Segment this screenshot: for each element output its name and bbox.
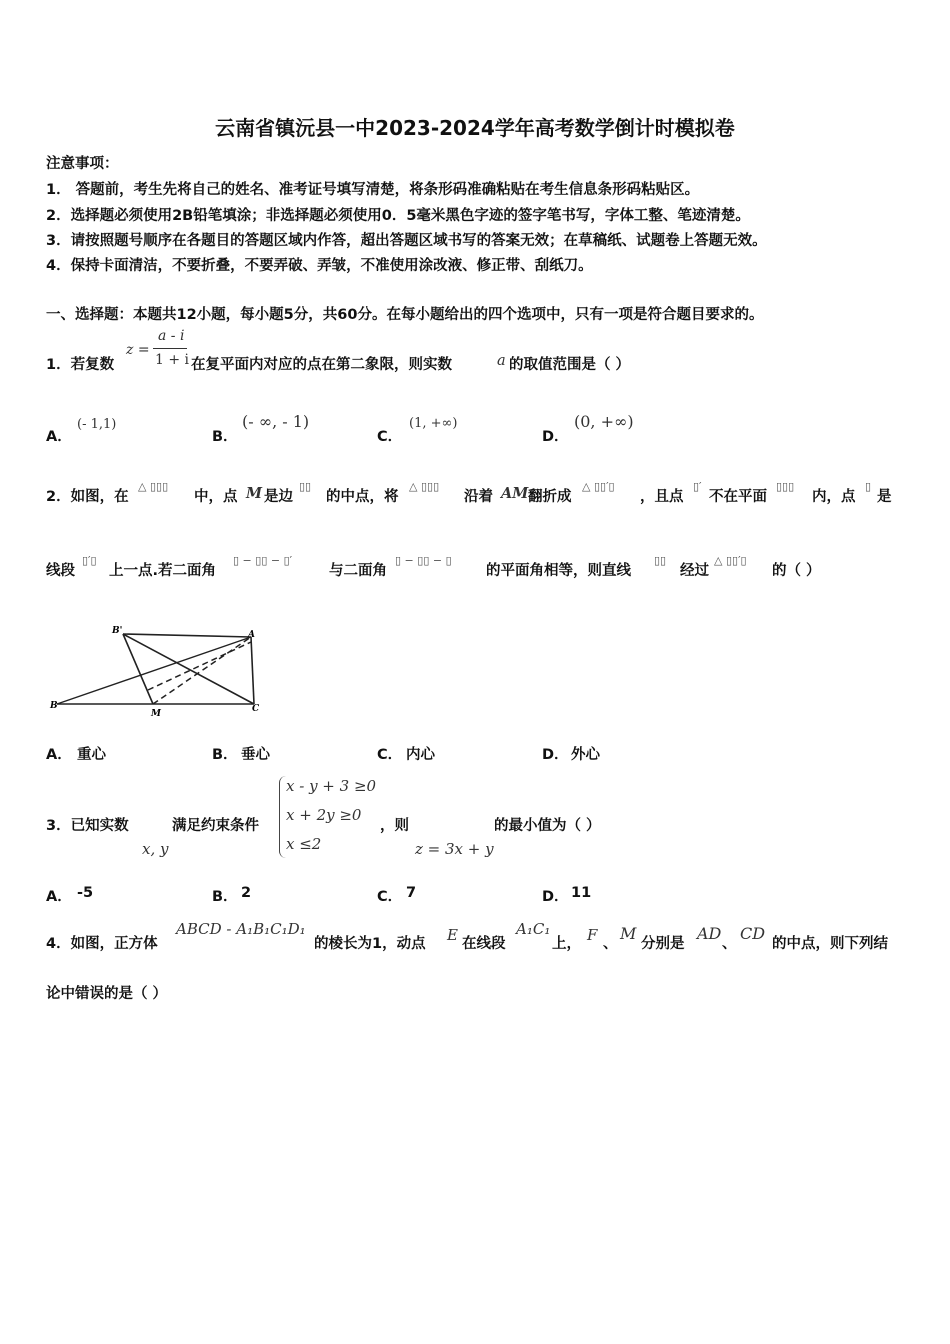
q3-option-c-label: C． [377,889,403,905]
q2-l1-p10: 是 [877,489,892,505]
q1-numerator: a - i [158,328,185,344]
q1-option-d-label: D． [542,429,569,445]
q3-option-a-label: A． [46,889,72,905]
q3-option-c-value: 7 [406,885,417,901]
q3-then: ，则 [380,818,409,834]
q3-option-d-value: 11 [571,885,592,901]
q4-p4: 上， [552,936,581,952]
q2-option-a-label: A． [46,747,72,763]
q4-F: F [587,926,598,944]
q1-option-b-value: (- ∞, - 1) [242,412,310,431]
q2-l2-p4: 的平面角相等，则直线 [486,563,631,579]
q2-l1-p6: 翻折成 [528,489,572,505]
q2-l2-p6: 的（ ） [772,563,821,579]
segment-glyph: ▯▯ [299,480,312,493]
label-B-prime: B' [112,626,123,636]
q4-p2: 的棱长为1，动点 [314,936,426,952]
q1-option-c-label: C． [377,429,403,445]
q1-text-a: 在复平面内对应的点在第二象限，则实数 [191,357,452,373]
q1-z-eq: z = [126,342,150,358]
label-C: C [252,704,260,714]
q4-cube: ABCD - A₁B₁C₁D₁ [176,920,306,938]
q4-CD: CD [740,924,766,943]
q1-option-a-value: (- 1,1) [77,417,117,432]
q1-fraction-bar [153,348,187,349]
q1-option-a-label: A． [46,429,72,445]
q4-p3: 在线段 [462,936,506,952]
q2-option-b-label: B． [212,747,238,763]
triangle-glyph: △ ▯▯′▯ [582,480,615,493]
q3-constraint-1: x - y + 3 ≥0 [286,777,377,795]
q1-option-b-label: B． [212,429,238,445]
q2-l1-AM: AM [501,485,529,502]
q4-AD: AD [697,924,722,943]
q3-constraint-3: x ≤2 [286,835,322,853]
notice-heading: 注意事项： [46,156,119,172]
q1-var-a: a [497,353,506,369]
q3-option-b-label: B． [212,889,238,905]
q3-objective: z = 3x + y [415,840,494,858]
q3-prefix: 3．已知实数 [46,818,129,834]
q1-option-d-value: (0, +∞) [574,412,634,431]
q1-denominator: 1 + i [155,352,190,368]
point-glyph: ▯′ [693,480,702,493]
triangle-glyph: △ ▯▯′▯ [714,554,747,567]
q2-l1-M: M [246,485,263,502]
label-B: B [50,701,58,711]
q2-l1-p2: 中，点 [194,489,238,505]
q2-l1-p4: 的中点，将 [326,489,399,505]
q3-vars: x, y [142,840,169,858]
q2-l2-p5: 经过 [680,563,709,579]
q2-option-c-label: C． [377,747,403,763]
dihedral-glyph: ▯ − ▯▯ − ▯′ [233,554,293,567]
q2-l2-p2: 上一点.若二面角 [109,563,217,579]
q3-constraint-2: x + 2y ≥0 [286,806,362,824]
q3-option-a-value: -5 [77,885,94,901]
q4-sep: 、 [603,936,618,952]
edge-dashed [148,642,251,690]
q4-p5: 分别是 [641,936,685,952]
edge-CA [251,637,254,704]
notice-item-4: 4．保持卡面清洁，不要折叠，不要弄破、弄皱，不准使用涂改液、修正带、刮纸刀。 [46,258,593,274]
notice-item-1: 1． 答题前，考生先将自己的姓名、准考证号填写清楚，将条形码准确粘贴在考生信息条形码粘贴区。 [46,182,700,198]
q1-prefix: 1．若复数 [46,357,115,373]
triangle-glyph: △ ▯▯▯ [409,480,440,493]
q2-l1-p7: ，且点 [640,489,684,505]
q4-p6: 的中点，则下列结 [772,936,888,952]
q1-text-b: 的取值范围是（ ） [509,357,631,373]
edge-BA [57,637,251,704]
q4-line2: 论中错误的是（ ） [46,986,168,1002]
q2-l1-p8: 不在平面 [709,489,767,505]
section-heading: 一、选择题：本题共12小题，每小题5分，共60分。在每小题给出的四个选项中，只有一项是符合题目要求的。 [46,307,764,323]
q2-l2-p3: 与二面角 [329,563,387,579]
q4-E: E [447,926,458,944]
q2-l1-p3: 是边 [264,489,293,505]
plane-glyph: ▯▯▯ [776,480,795,493]
q2-l1-p1: 2．如图，在 [46,489,129,505]
notice-item-3: 3．请按照题号顺序在各题目的答题区域内作答，超出答题区域书写的答案无效；在草稿纸、试题卷上答题无效。 [46,233,767,249]
triangle-glyph: △ ▯▯▯ [138,480,169,493]
q4-M: M [620,924,637,943]
label-M: M [151,709,161,719]
q3-suffix: 的最小值为（ ） [494,818,601,834]
q2-l2-p1: 线段 [46,563,75,579]
segment-glyph: ▯′▯ [82,554,97,567]
q3-option-b-value: 2 [241,885,252,901]
edge-BprimeM [123,634,153,704]
q4-p1: 4．如图，正方体 [46,936,158,952]
q2-option-c-value: 内心 [406,747,435,763]
edge-BprimeA [123,634,251,637]
q2-option-d-label: D． [542,747,569,763]
q2-option-d-value: 外心 [571,747,600,763]
q2-figure [40,620,280,720]
q3-mid: 满足约束条件 [172,818,259,834]
q4-sep-2: 、 [722,936,737,952]
page-title: 云南省镇沅县一中2023-2024学年高考数学倒计时模拟卷 [215,116,735,140]
edge-BprimeC [123,634,254,704]
q2-option-a-value: 重心 [77,747,106,763]
point-glyph: ▯ [865,480,872,493]
dihedral-glyph: ▯ − ▯▯ − ▯ [395,554,452,567]
q2-l1-p9: 内，点 [812,489,856,505]
line-glyph: ▯▯ [654,554,667,567]
q3-option-d-label: D． [542,889,569,905]
q1-option-c-value: (1, +∞) [409,416,458,431]
q2-option-b-value: 垂心 [241,747,270,763]
label-A: A [248,630,255,640]
q4-A1C1: A₁C₁ [516,920,551,938]
q2-l1-p5: 沿着 [464,489,493,505]
notice-item-2: 2．选择题必须使用2B铅笔填涂；非选择题必须使用0．5毫米黑色字迹的签字笔书写，字体工整、笔迹清楚。 [46,208,750,224]
